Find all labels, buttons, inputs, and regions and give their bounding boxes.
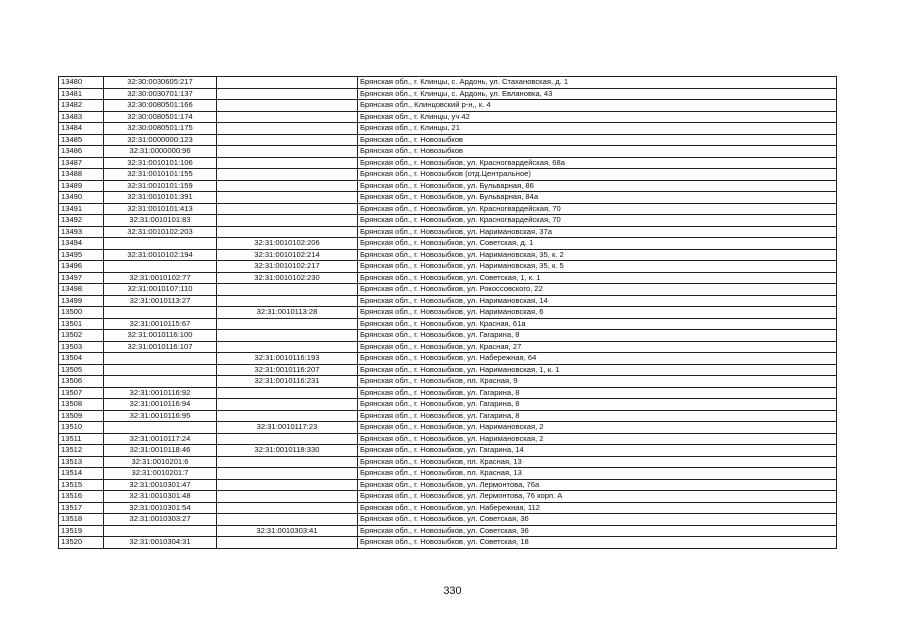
table-row — [59, 295, 837, 307]
cadastral-number-primary-cell: 32:31:0010101:413 — [104, 203, 217, 215]
table-row — [59, 272, 837, 284]
row-number-cell: 13485 — [59, 134, 104, 146]
table-row — [59, 157, 837, 169]
row-number-cell: 13493 — [59, 226, 104, 238]
address-cell: Брянская обл., г. Новозыбков, пл. Красная, 13 — [358, 468, 837, 480]
row-number-cell: 13497 — [59, 272, 104, 284]
cadastral-number-secondary-cell: 32:31:0010102:230 — [217, 272, 358, 284]
address-cell: Брянская обл., г. Новозыбков, ул. Советская, 36 — [358, 525, 837, 537]
table-row — [59, 307, 837, 319]
address-cell: Брянская обл., г. Новозыбков, ул. Набережная, 112 — [358, 502, 837, 514]
cadastral-number-primary-cell: 32:31:0010102:77 — [104, 272, 217, 284]
address-cell: Брянская обл., г. Клинцы, 21 — [358, 123, 837, 135]
row-number-cell: 13511 — [59, 433, 104, 445]
table-row — [59, 330, 837, 342]
cadastral-number-secondary-cell — [217, 479, 358, 491]
table-row — [59, 491, 837, 503]
cadastral-number-secondary-cell: 32:31:0010116:207 — [217, 364, 358, 376]
row-number-cell: 13514 — [59, 468, 104, 480]
cadastral-number-secondary-cell — [217, 284, 358, 296]
row-number-cell: 13509 — [59, 410, 104, 422]
cadastral-number-primary-cell: 32:30:0080501:166 — [104, 100, 217, 112]
table-row — [59, 134, 837, 146]
table-row — [59, 525, 837, 537]
row-number-cell: 13515 — [59, 479, 104, 491]
cadastral-number-primary-cell: 32:31:0010116:95 — [104, 410, 217, 422]
row-number-cell: 13487 — [59, 157, 104, 169]
cadastral-number-primary-cell: 32:31:0010101:159 — [104, 180, 217, 192]
address-cell: Брянская обл., г. Новозыбков, ул. Красногвардейская, 68а — [358, 157, 837, 169]
cadastral-number-secondary-cell — [217, 215, 358, 227]
row-number-cell: 13489 — [59, 180, 104, 192]
cadastral-number-secondary-cell: 32:31:0010102:214 — [217, 249, 358, 261]
row-number-cell: 13482 — [59, 100, 104, 112]
cadastral-number-primary-cell: 32:31:0010101:155 — [104, 169, 217, 181]
row-number-cell: 13495 — [59, 249, 104, 261]
cadastral-number-secondary-cell — [217, 203, 358, 215]
table-row — [59, 100, 837, 112]
table-row — [59, 215, 837, 227]
row-number-cell: 13513 — [59, 456, 104, 468]
table-row — [59, 318, 837, 330]
address-cell: Брянская обл., г. Новозыбков, ул. Наримановская, 35, к. 5 — [358, 261, 837, 273]
cadastral-number-primary-cell: 32:30:0080501:174 — [104, 111, 217, 123]
address-cell: Брянская обл., г. Новозыбков, ул. Наримановская, 6 — [358, 307, 837, 319]
table-row — [59, 387, 837, 399]
address-cell: Брянская обл., г. Новозыбков, ул. Наримановская, 14 — [358, 295, 837, 307]
cadastral-number-secondary-cell: 32:31:0010102:206 — [217, 238, 358, 250]
row-number-cell: 13505 — [59, 364, 104, 376]
table-row — [59, 364, 837, 376]
row-number-cell: 13492 — [59, 215, 104, 227]
row-number-cell: 13506 — [59, 376, 104, 388]
table-row — [59, 537, 837, 549]
table-row — [59, 399, 837, 411]
row-number-cell: 13501 — [59, 318, 104, 330]
row-number-cell: 13502 — [59, 330, 104, 342]
cadastral-number-primary-cell: 32:31:0010301:47 — [104, 479, 217, 491]
address-cell: Брянская обл., г. Новозыбков, ул. Советская, 36 — [358, 514, 837, 526]
cadastral-number-primary-cell: 32:31:0010117:24 — [104, 433, 217, 445]
table-row — [59, 445, 837, 457]
cadastral-number-primary-cell: 32:31:0000000:96 — [104, 146, 217, 158]
cadastral-number-secondary-cell — [217, 341, 358, 353]
address-cell: Брянская обл., г. Новозыбков, ул. Гагарина, 8 — [358, 399, 837, 411]
cadastral-number-primary-cell — [104, 307, 217, 319]
cadastral-number-secondary-cell: 32:31:0010102:217 — [217, 261, 358, 273]
cadastral-number-primary-cell: 32:31:0010116:92 — [104, 387, 217, 399]
row-number-cell: 13491 — [59, 203, 104, 215]
cadastral-number-primary-cell — [104, 376, 217, 388]
table-row — [59, 123, 837, 135]
table-row — [59, 468, 837, 480]
cadastral-number-secondary-cell — [217, 134, 358, 146]
cadastral-number-primary-cell: 32:31:0010101:106 — [104, 157, 217, 169]
address-cell: Брянская обл., г. Новозыбков, ул. Лермонтова, 76а — [358, 479, 837, 491]
cadastral-number-secondary-cell — [217, 502, 358, 514]
address-cell: Брянская обл., г. Новозыбков, ул. Наримановская, 2 — [358, 433, 837, 445]
cadastral-number-primary-cell — [104, 353, 217, 365]
row-number-cell: 13488 — [59, 169, 104, 181]
cadastral-number-secondary-cell — [217, 387, 358, 399]
address-cell: Брянская обл., г. Новозыбков — [358, 134, 837, 146]
address-cell: Брянская обл., г. Новозыбков, ул. Гагарина, 14 — [358, 445, 837, 457]
row-number-cell: 13508 — [59, 399, 104, 411]
table-row — [59, 456, 837, 468]
address-cell: Брянская обл., г. Новозыбков, ул. Наримановская, 1, к. 1 — [358, 364, 837, 376]
row-number-cell: 13481 — [59, 88, 104, 100]
address-cell: Брянская обл., г. Новозыбков, ул. Бульварная, 84а — [358, 192, 837, 204]
address-cell: Брянская обл., г. Новозыбков, ул. Наримановская, 2 — [358, 422, 837, 434]
address-cell: Брянская обл., г. Новозыбков, ул. Гагарина, 8 — [358, 387, 837, 399]
cadastral-number-secondary-cell — [217, 318, 358, 330]
row-number-cell: 13517 — [59, 502, 104, 514]
cadastral-number-primary-cell: 32:31:0010107:110 — [104, 284, 217, 296]
cadastral-number-secondary-cell: 32:31:0010118:330 — [217, 445, 358, 457]
address-cell: Брянская обл., г. Новозыбков, ул. Гагарина, 8 — [358, 330, 837, 342]
cadastral-number-secondary-cell — [217, 111, 358, 123]
row-number-cell: 13507 — [59, 387, 104, 399]
cadastral-number-secondary-cell — [217, 514, 358, 526]
cadastral-number-secondary-cell — [217, 433, 358, 445]
property-registry-table — [58, 76, 837, 549]
cadastral-number-secondary-cell: 32:31:0010117:23 — [217, 422, 358, 434]
address-cell: Брянская обл., г. Новозыбков, ул. Советская, 18 — [358, 537, 837, 549]
address-cell: Брянская обл., г. Новозыбков, ул. Гагарина, 8 — [358, 410, 837, 422]
cadastral-number-primary-cell: 32:31:0010304:31 — [104, 537, 217, 549]
address-cell: Брянская обл., г. Новозыбков, ул. Наримановская, 37а — [358, 226, 837, 238]
row-number-cell: 13498 — [59, 284, 104, 296]
address-cell: Брянская обл., г. Новозыбков, ул. Набережная, 64 — [358, 353, 837, 365]
row-number-cell: 13480 — [59, 77, 104, 89]
row-number-cell: 13510 — [59, 422, 104, 434]
cadastral-number-secondary-cell: 32:31:0010116:231 — [217, 376, 358, 388]
address-cell: Брянская обл., г. Клинцы, с. Ардонь, ул. Евлановка, 43 — [358, 88, 837, 100]
address-cell: Брянская обл., г. Новозыбков, пл. Красная, 13 — [358, 456, 837, 468]
cadastral-number-primary-cell: 32:30:0030605:217 — [104, 77, 217, 89]
table-row — [59, 479, 837, 491]
row-number-cell: 13484 — [59, 123, 104, 135]
table-row — [59, 410, 837, 422]
table-row — [59, 77, 837, 89]
table-row — [59, 146, 837, 158]
cadastral-number-secondary-cell — [217, 456, 358, 468]
cadastral-number-primary-cell: 32:31:0010303:27 — [104, 514, 217, 526]
row-number-cell: 13520 — [59, 537, 104, 549]
cadastral-number-primary-cell — [104, 364, 217, 376]
row-number-cell: 13512 — [59, 445, 104, 457]
table-row — [59, 88, 837, 100]
cadastral-number-primary-cell: 32:31:0010116:100 — [104, 330, 217, 342]
page-number: 330 — [443, 585, 462, 597]
address-cell: Брянская обл., г. Новозыбков (отд.Центральное) — [358, 169, 837, 181]
cadastral-number-primary-cell — [104, 422, 217, 434]
cadastral-number-secondary-cell — [217, 330, 358, 342]
address-cell: Брянская обл., г. Новозыбков, ул. Бульварная, 86 — [358, 180, 837, 192]
address-cell: Брянская обл., г. Новозыбков, ул. Красногвардейская, 70 — [358, 203, 837, 215]
table-row — [59, 238, 837, 250]
cadastral-number-primary-cell: 32:31:0010116:94 — [104, 399, 217, 411]
table-row — [59, 353, 837, 365]
cadastral-number-secondary-cell — [217, 146, 358, 158]
cadastral-number-primary-cell: 32:31:0010115:67 — [104, 318, 217, 330]
cadastral-number-secondary-cell: 32:31:0010303:41 — [217, 525, 358, 537]
cadastral-number-secondary-cell: 32:31:0010116:193 — [217, 353, 358, 365]
table-row — [59, 502, 837, 514]
cadastral-number-primary-cell: 32:30:0080501:175 — [104, 123, 217, 135]
address-cell: Брянская обл., г. Новозыбков, ул. Наримановская, 35, к. 2 — [358, 249, 837, 261]
cadastral-number-secondary-cell — [217, 537, 358, 549]
cadastral-number-secondary-cell — [217, 88, 358, 100]
table-row — [59, 111, 837, 123]
cadastral-number-primary-cell: 32:31:0010118:46 — [104, 445, 217, 457]
cadastral-number-secondary-cell — [217, 491, 358, 503]
table-row — [59, 376, 837, 388]
cadastral-number-primary-cell: 32:30:0030701:137 — [104, 88, 217, 100]
cadastral-number-secondary-cell — [217, 295, 358, 307]
row-number-cell: 13504 — [59, 353, 104, 365]
address-cell: Брянская обл., г. Новозыбков, ул. Рокоссовского, 22 — [358, 284, 837, 296]
cadastral-number-primary-cell: 32:31:0010201:6 — [104, 456, 217, 468]
address-cell: Брянская обл., г. Новозыбков — [358, 146, 837, 158]
cadastral-number-secondary-cell — [217, 468, 358, 480]
cadastral-number-primary-cell: 32:31:0010101:391 — [104, 192, 217, 204]
address-cell: Брянская обл., г. Новозыбков, ул. Красная, 27 — [358, 341, 837, 353]
cadastral-number-primary-cell — [104, 525, 217, 537]
address-cell: Брянская обл., г. Новозыбков, пл. Красная, 9 — [358, 376, 837, 388]
cadastral-number-secondary-cell — [217, 77, 358, 89]
table-row — [59, 341, 837, 353]
row-number-cell: 13486 — [59, 146, 104, 158]
cadastral-number-secondary-cell: 32:31:0010113:28 — [217, 307, 358, 319]
cadastral-number-secondary-cell — [217, 226, 358, 238]
cadastral-number-primary-cell: 32:31:0010301:48 — [104, 491, 217, 503]
cadastral-number-secondary-cell — [217, 192, 358, 204]
cadastral-number-primary-cell: 32:31:0010101:83 — [104, 215, 217, 227]
cadastral-number-secondary-cell — [217, 180, 358, 192]
cadastral-number-primary-cell — [104, 238, 217, 250]
registry-table-body — [59, 77, 837, 549]
cadastral-number-primary-cell: 32:31:0010201:7 — [104, 468, 217, 480]
cadastral-number-secondary-cell — [217, 169, 358, 181]
table-row — [59, 249, 837, 261]
row-number-cell: 13500 — [59, 307, 104, 319]
row-number-cell: 13496 — [59, 261, 104, 273]
cadastral-number-primary-cell: 32:31:0010102:203 — [104, 226, 217, 238]
row-number-cell: 13494 — [59, 238, 104, 250]
address-cell: Брянская обл., г. Новозыбков, ул. Красная, 61а — [358, 318, 837, 330]
address-cell: Брянская обл., г. Новозыбков, ул. Советская, 1, к. 1 — [358, 272, 837, 284]
table-row — [59, 226, 837, 238]
cadastral-number-secondary-cell — [217, 123, 358, 135]
row-number-cell: 13516 — [59, 491, 104, 503]
cadastral-number-primary-cell: 32:31:0010116:107 — [104, 341, 217, 353]
table-row — [59, 203, 837, 215]
address-cell: Брянская обл., г. Новозыбков, ул. Красногвардейская, 70 — [358, 215, 837, 227]
cadastral-number-primary-cell — [104, 261, 217, 273]
address-cell: Брянская обл., Клинцовский р-н,, к. 4 — [358, 100, 837, 112]
table-row — [59, 422, 837, 434]
address-cell: Брянская обл., г. Новозыбков, ул. Советская, д. 1 — [358, 238, 837, 250]
table-row — [59, 192, 837, 204]
table-row — [59, 433, 837, 445]
address-cell: Брянская обл., г. Клинцы, с. Ардонь, ул. Стахановская, д. 1 — [358, 77, 837, 89]
row-number-cell: 13503 — [59, 341, 104, 353]
table-row — [59, 261, 837, 273]
row-number-cell: 13483 — [59, 111, 104, 123]
cadastral-number-secondary-cell — [217, 100, 358, 112]
cadastral-number-primary-cell: 32:31:0000000:123 — [104, 134, 217, 146]
cadastral-number-secondary-cell — [217, 399, 358, 411]
table-row — [59, 284, 837, 296]
address-cell: Брянская обл., г. Клинцы, уч 42 — [358, 111, 837, 123]
row-number-cell: 13490 — [59, 192, 104, 204]
table-row — [59, 514, 837, 526]
row-number-cell: 13518 — [59, 514, 104, 526]
cadastral-number-secondary-cell — [217, 410, 358, 422]
address-cell: Брянская обл., г. Новозыбков, ул. Лермонтова, 76 корп. А — [358, 491, 837, 503]
cadastral-number-secondary-cell — [217, 157, 358, 169]
cadastral-number-primary-cell: 32:31:0010301:54 — [104, 502, 217, 514]
row-number-cell: 13499 — [59, 295, 104, 307]
row-number-cell: 13519 — [59, 525, 104, 537]
table-row — [59, 180, 837, 192]
cadastral-number-primary-cell: 32:31:0010113:27 — [104, 295, 217, 307]
cadastral-number-primary-cell: 32:31:0010102:194 — [104, 249, 217, 261]
table-row — [59, 169, 837, 181]
